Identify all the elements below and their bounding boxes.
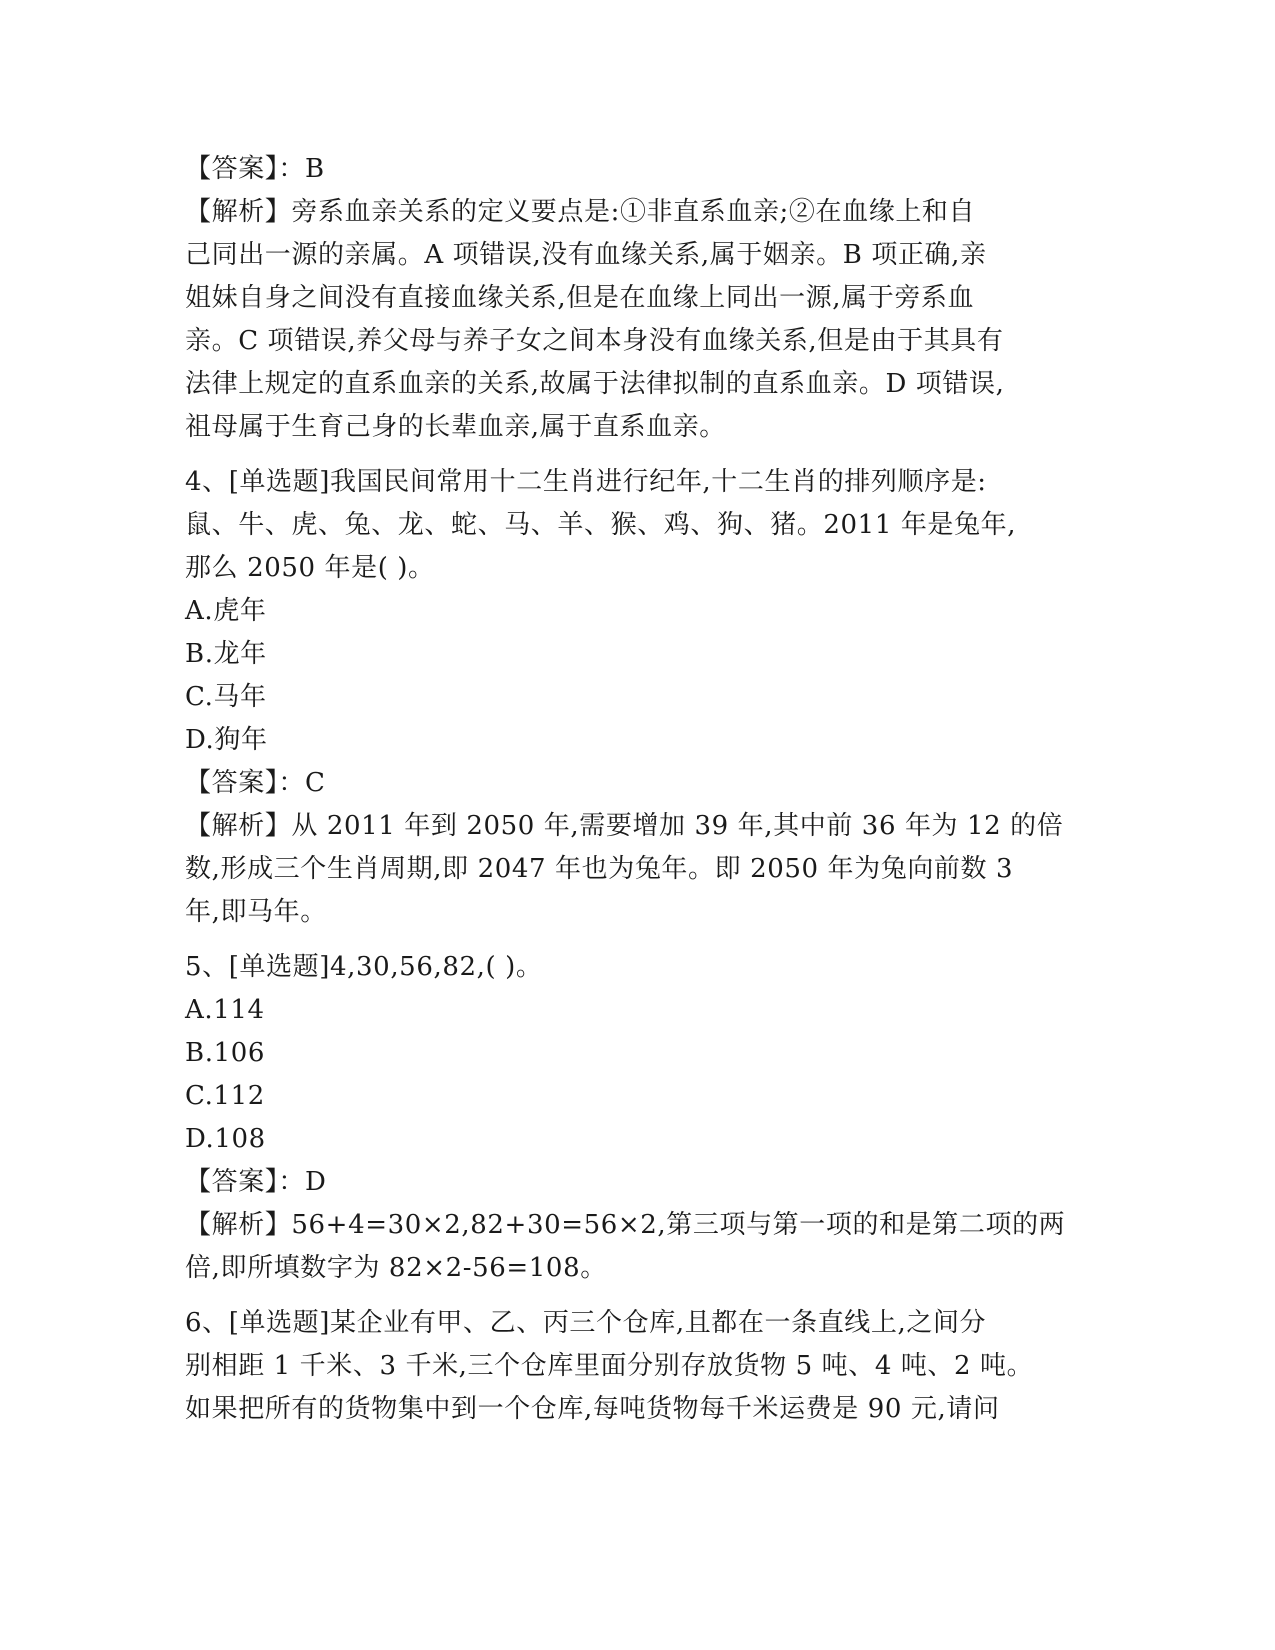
question-stem-line: 6、[单选题]某企业有甲、乙、丙三个仓库,且都在一条直线上,之间分	[185, 1308, 987, 1338]
answer-line: 【答案】：B	[185, 154, 325, 184]
analysis-line: 己同出一源的亲属。A 项错误,没有血缘关系,属于姻亲。B 项正确,亲	[185, 240, 987, 270]
analysis-line: 【解析】56+4=30×2,82+30=56×2,第三项与第一项的和是第二项的两	[185, 1210, 1066, 1240]
document-body	[185, 148, 1085, 1431]
question-4	[185, 461, 1085, 934]
analysis-line: 【解析】从 2011 年到 2050 年,需要增加 39 年,其中前 36 年为 12 的倍	[185, 811, 1064, 841]
prev-question-section	[185, 148, 1085, 449]
option-d: D.狗年	[185, 725, 268, 755]
question-stem-line: 那么 2050 年是( )。	[185, 553, 435, 583]
analysis-line: 倍,即所填数字为 82×2-56=108。	[185, 1253, 607, 1283]
option-a: A.114	[185, 995, 265, 1025]
analysis-line: 年,即马年。	[185, 897, 327, 927]
question-stem-line: 4、[单选题]我国民间常用十二生肖进行纪年,十二生肖的排列顺序是:	[185, 467, 987, 497]
analysis-line: 亲。C 项错误,养父母与养子女之间本身没有血缘关系,但是由于其具有	[185, 326, 1004, 356]
option-c: C.112	[185, 1081, 265, 1111]
option-a: A.虎年	[185, 596, 267, 626]
analysis-line: 【解析】旁系血亲关系的定义要点是:①非直系血亲;②在血缘上和自	[185, 197, 976, 227]
option-b: B.龙年	[185, 639, 267, 669]
answer-line: 【答案】：C	[185, 768, 326, 798]
answer-line: 【答案】：D	[185, 1167, 327, 1197]
question-stem-line: 5、[单选题]4,30,56,82,( )。	[185, 952, 543, 982]
question-5	[185, 946, 1085, 1290]
question-6	[185, 1302, 1085, 1431]
question-stem-line: 别相距 1 千米、3 千米,三个仓库里面分别存放货物 5 吨、4 吨、2 吨。	[185, 1351, 1034, 1381]
analysis-line: 祖母属于生育己身的长辈血亲,属于直系血亲。	[185, 412, 726, 442]
question-stem-line: 鼠、牛、虎、兔、龙、蛇、马、羊、猴、鸡、狗、猪。2011 年是兔年,	[185, 510, 1017, 540]
option-b: B.106	[185, 1038, 265, 1068]
question-stem-line: 如果把所有的货物集中到一个仓库,每吨货物每千米运费是 90 元,请问	[185, 1394, 1000, 1424]
option-c: C.马年	[185, 682, 267, 712]
option-d: D.108	[185, 1124, 266, 1154]
analysis-line: 数,形成三个生肖周期,即 2047 年也为兔年。即 2050 年为兔向前数 3	[185, 854, 1014, 884]
analysis-line: 姐妹自身之间没有直接血缘关系,但是在血缘上同出一源,属于旁系血	[185, 283, 975, 313]
analysis-line: 法律上规定的直系血亲的关系,故属于法律拟制的直系血亲。D 项错误,	[185, 369, 1005, 399]
